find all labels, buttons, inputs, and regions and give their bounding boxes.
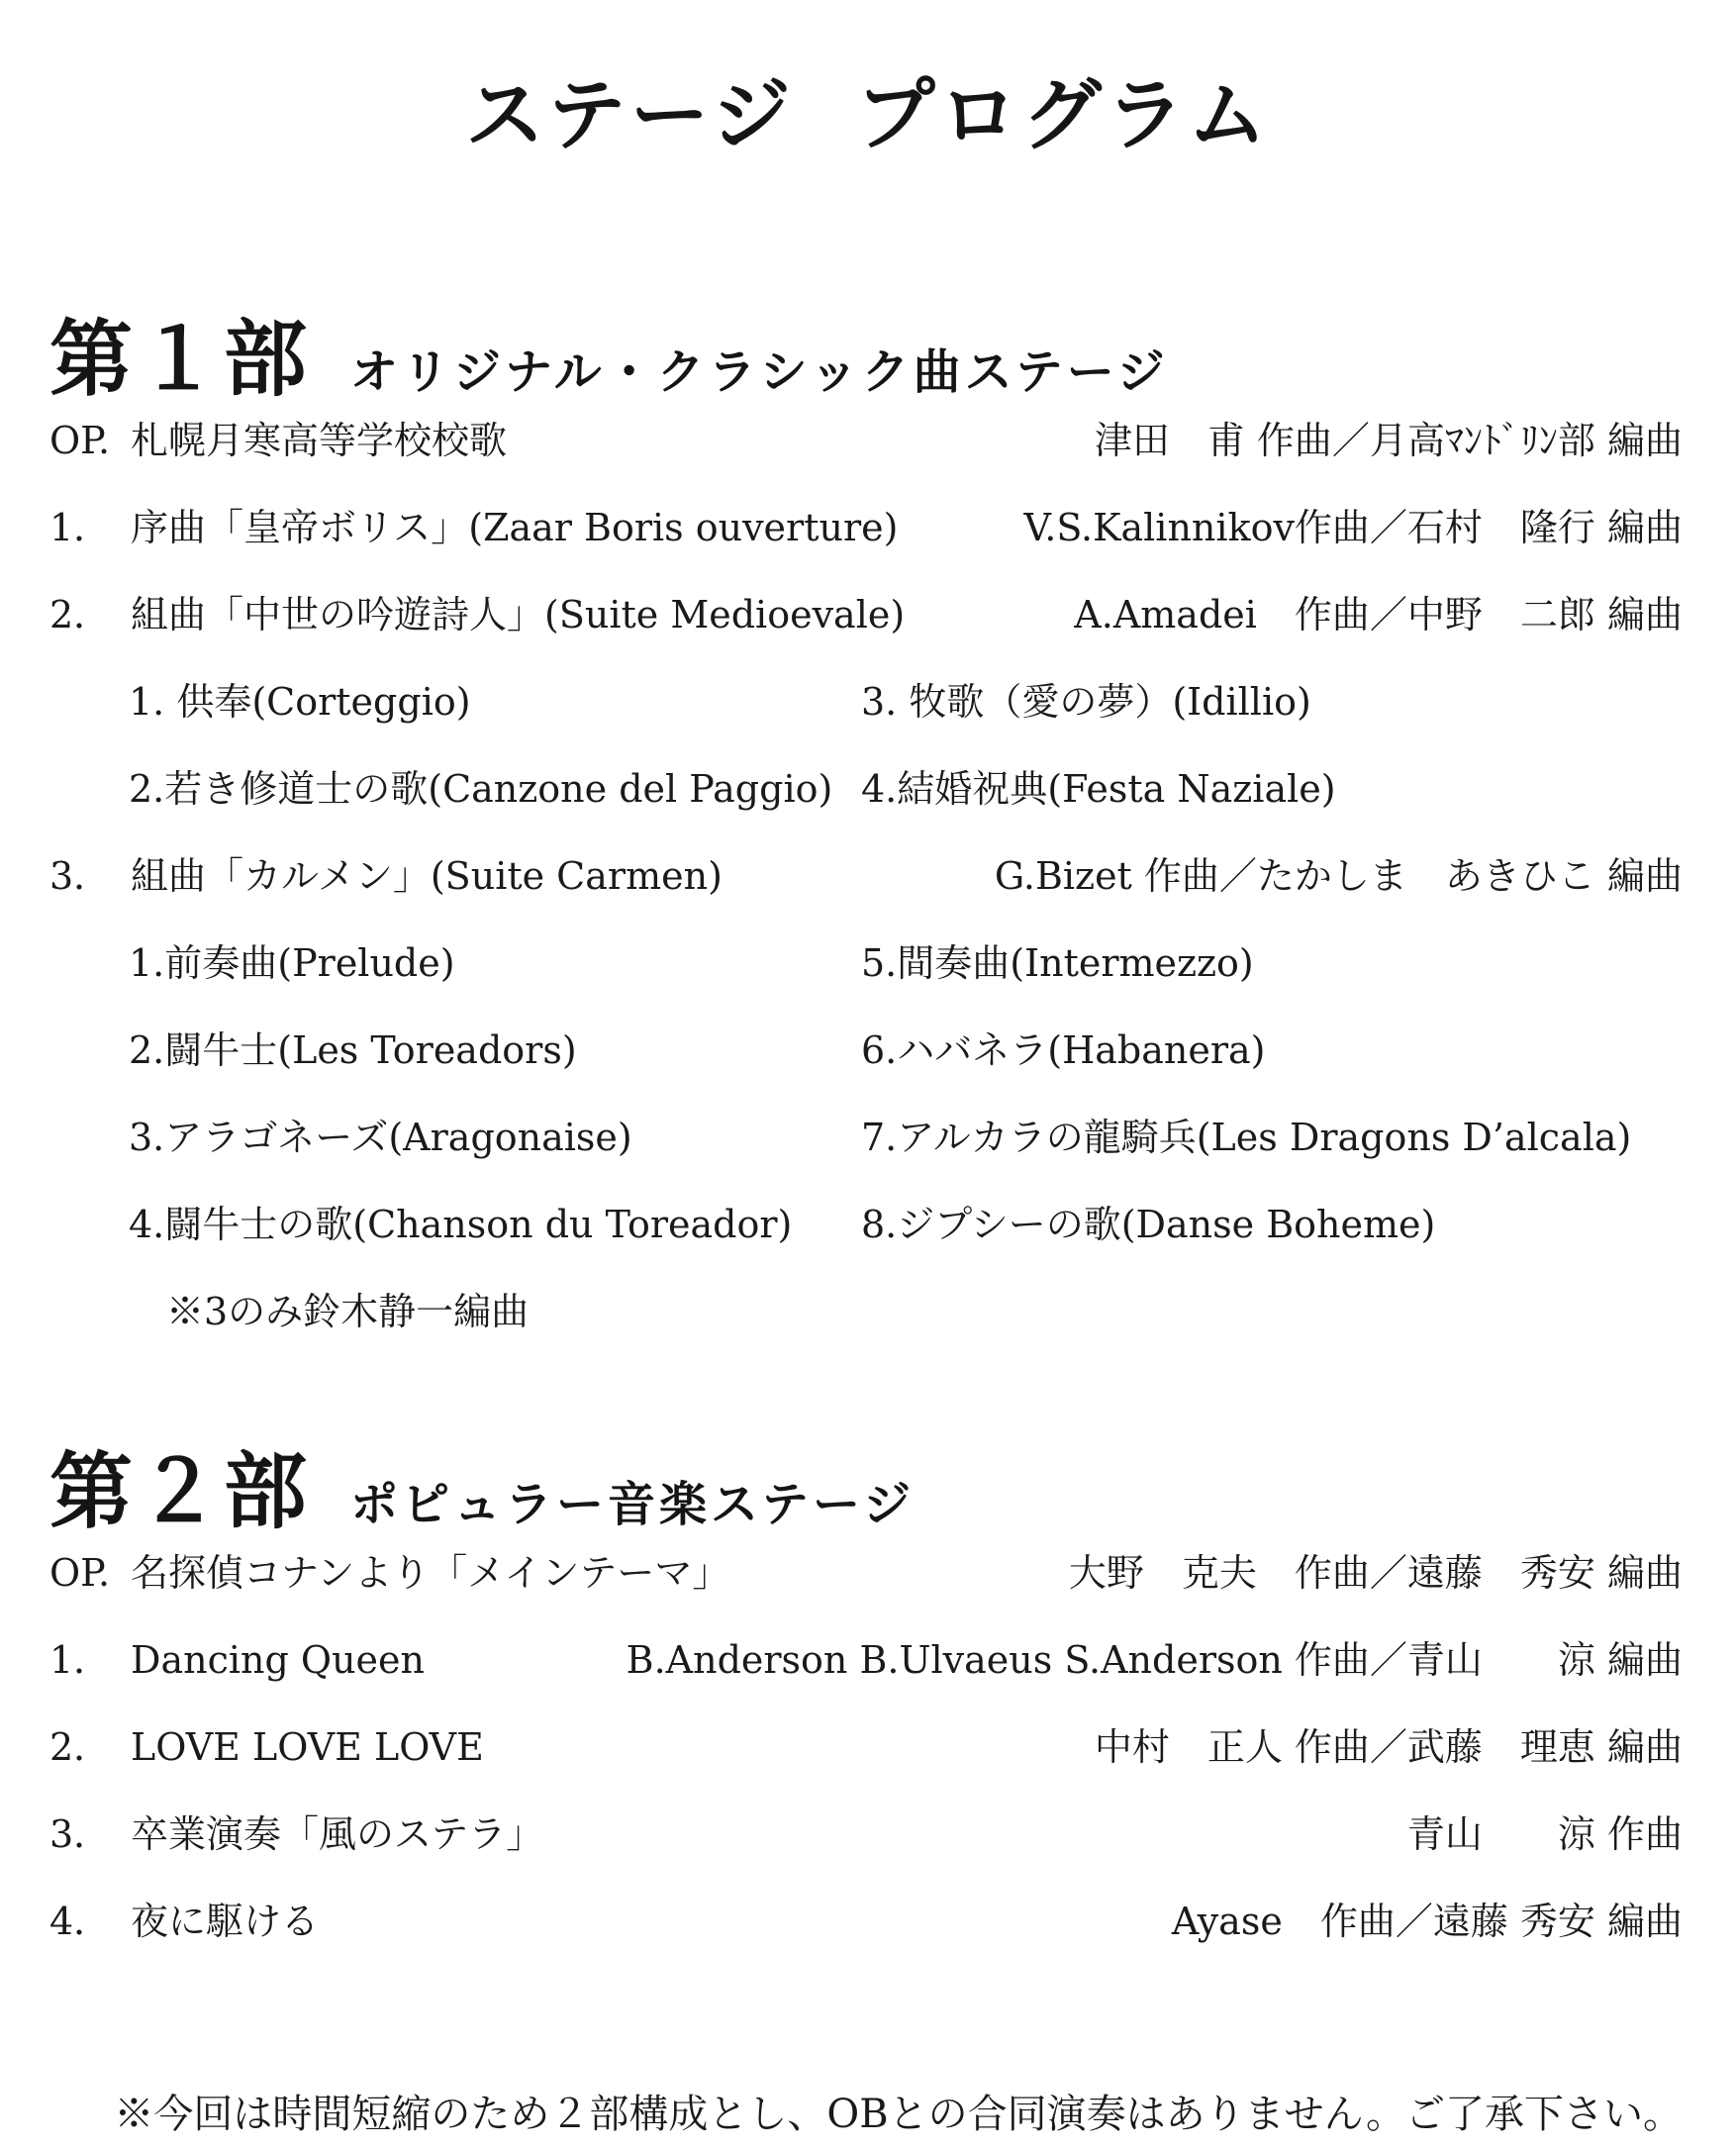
movement: 3. 牧歌（愛の夢）(Idillio)	[861, 680, 1311, 724]
program-item	[49, 500, 1683, 555]
item-label: 1．	[49, 1638, 112, 1682]
item-credit: 津田 甫 作曲／月高ﾏﾝﾄﾞﾘﾝ部 編曲	[1094, 419, 1683, 462]
movement: 2.若き修道士の歌(Canzone del Paggio)	[129, 767, 833, 811]
movement: 7.アルカラの龍騎兵(Les Dragons D’alcala)	[861, 1116, 1632, 1159]
movement: 8.ジプシーの歌(Danse Boheme)	[861, 1203, 1436, 1246]
movement: 6.ハバネラ(Habanera)	[861, 1028, 1266, 1072]
program-item	[49, 587, 1683, 642]
movement: 4.闘牛士の歌(Chanson du Toreador)	[129, 1203, 793, 1246]
item-title: 夜に駆ける	[131, 1900, 320, 1943]
item-credit: A.Amadei 作曲／中野 二郎 編曲	[1074, 593, 1683, 636]
item-title: 序曲「皇帝ボリス」(Zaar Boris ouverture)	[131, 506, 899, 549]
item-title: 組曲「中世の吟遊詩人」(Suite Medioevale)	[131, 593, 906, 636]
carmen-note: ※3のみ鈴木静一編曲	[166, 1290, 530, 1333]
item-label: 2．	[49, 593, 112, 636]
item-title: Dancing Queen	[131, 1638, 425, 1682]
part2-subtitle: ポピュラー音楽ステージ	[350, 1477, 916, 1532]
part1-heading	[49, 293, 1169, 413]
item-credit: 大野 克夫 作曲／遠藤 秀安 編曲	[1068, 1551, 1683, 1595]
item-label: OP.	[49, 419, 111, 462]
movement: 4.結婚祝典(Festa Naziale)	[861, 767, 1336, 811]
item-label: 1．	[49, 506, 112, 549]
item-credit: G.Bizet 作曲／たかしま あきひこ 編曲	[994, 854, 1683, 898]
item-credit: 中村 正人 作曲／武藤 理恵 編曲	[1094, 1725, 1683, 1769]
item-title: 組曲「カルメン」(Suite Carmen)	[131, 854, 723, 898]
footnote: ※今回は時間短縮のため２部構成とし、OBとの合同演奏はありません。ご了承下さい。	[114, 2092, 1683, 2137]
item-label: 3．	[49, 854, 112, 898]
item-title: 卒業演奏「風のステラ」	[131, 1812, 544, 1856]
program-item	[49, 1806, 1683, 1862]
program-item	[49, 1719, 1683, 1775]
program-item	[49, 848, 1683, 904]
item-label: OP.	[49, 1551, 111, 1595]
item-title: 名探偵コナンより「メインテーマ」	[131, 1551, 730, 1595]
item-title: 札幌月寒高等学校校歌	[131, 419, 508, 462]
program-item	[49, 413, 1683, 468]
item-credit: 青山 涼 作曲	[1406, 1812, 1683, 1856]
program-item	[49, 1632, 1683, 1688]
part1-number: 第１部	[49, 311, 312, 408]
item-label: 4．	[49, 1900, 112, 1943]
part2-number: 第２部	[49, 1443, 312, 1540]
movement: 5.間奏曲(Intermezzo)	[861, 941, 1254, 985]
part1-subtitle: オリジナル・クラシック曲ステージ	[350, 344, 1169, 400]
movement: 1. 供奉(Corteggio)	[129, 680, 471, 724]
page-title: ステージ プログラム	[465, 69, 1271, 161]
item-credit: B.Anderson B.Ulvaeus S.Anderson 作曲／青山 涼 編曲	[626, 1638, 1683, 1682]
program-item	[49, 1894, 1683, 1949]
item-credit: V.S.Kalinnikov作曲／石村 隆行 編曲	[1023, 506, 1683, 549]
movement: 2.闘牛士(Les Toreadors)	[129, 1028, 577, 1072]
item-label: 3．	[49, 1812, 112, 1856]
movement: 3.アラゴネーズ(Aragonaise)	[129, 1116, 632, 1159]
movement: 1.前奏曲(Prelude)	[129, 941, 455, 985]
item-title: LOVE LOVE LOVE	[131, 1725, 484, 1769]
item-label: 2．	[49, 1725, 112, 1769]
part2-heading	[49, 1425, 915, 1545]
program-item	[49, 1545, 1683, 1601]
item-credit: Ayase 作曲／遠藤 秀安 編曲	[1171, 1900, 1683, 1943]
